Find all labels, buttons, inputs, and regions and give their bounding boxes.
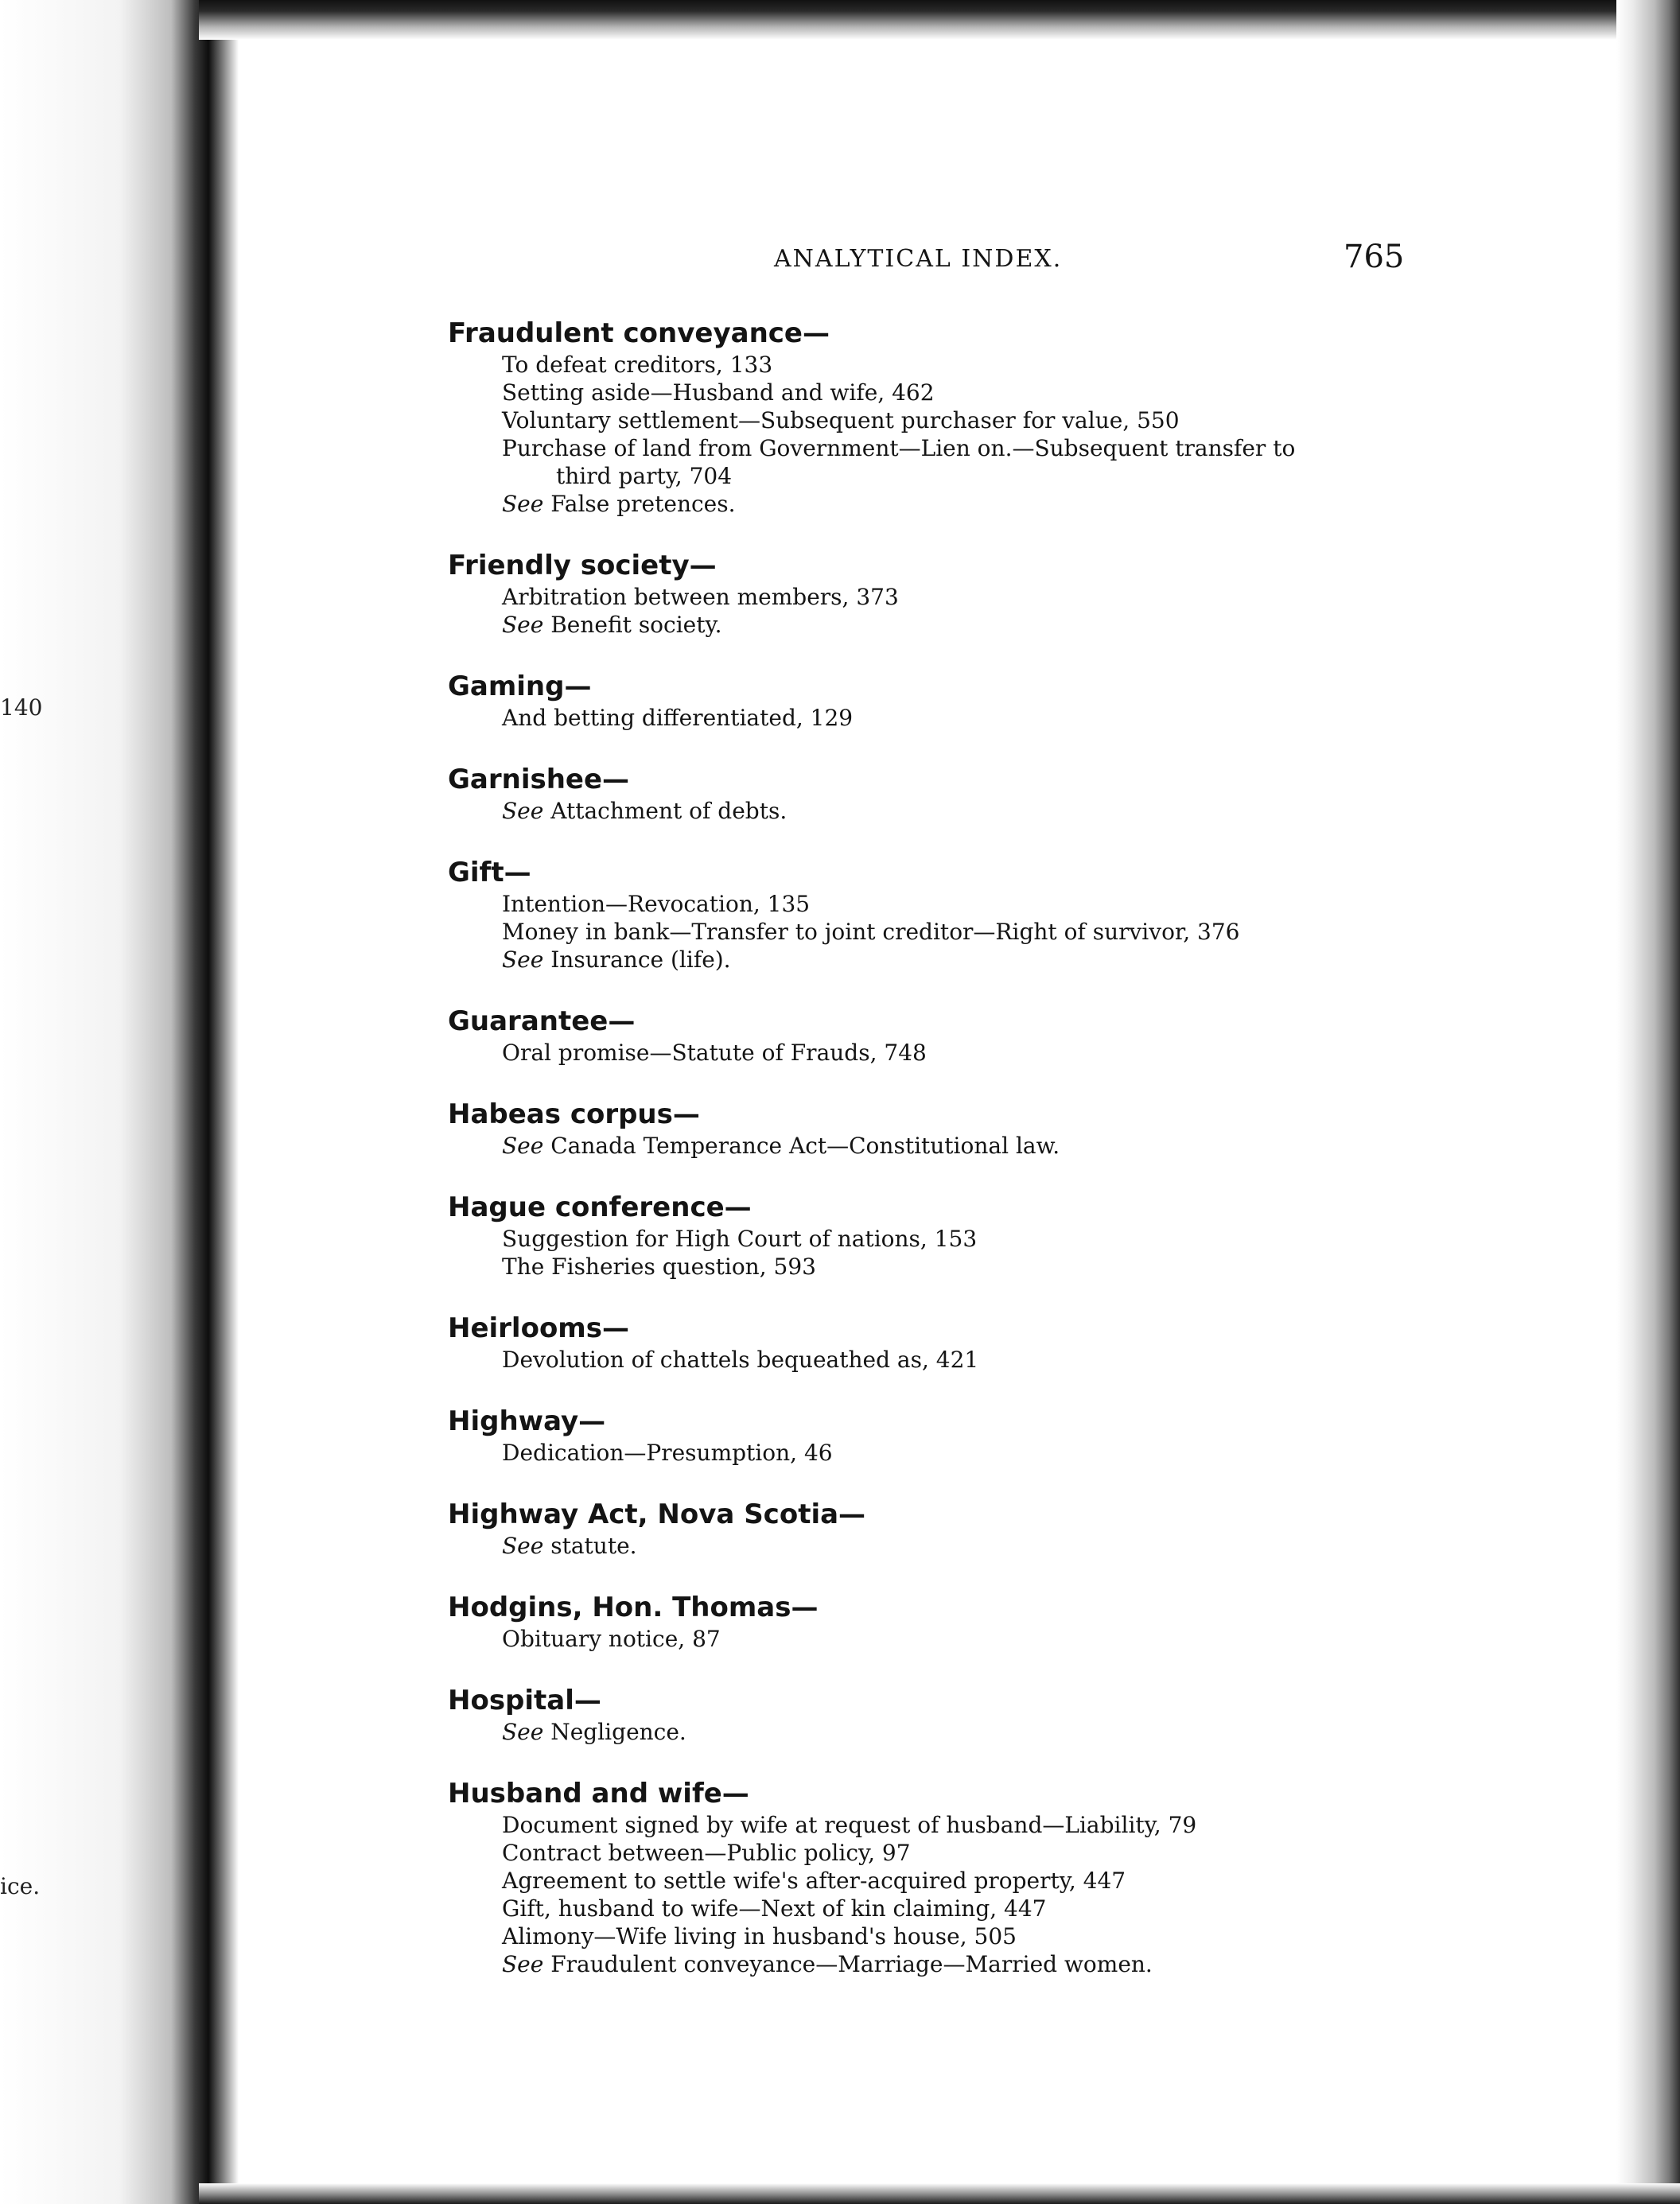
sub-entry-text: Insurance (life).	[550, 947, 731, 973]
sub-entry	[448, 406, 1402, 434]
see-label: See	[502, 1719, 544, 1745]
see-reference	[448, 797, 1402, 825]
sub-entry-text: Devolution of chattels bequeathed as, 421	[502, 1347, 979, 1373]
page-top-edge	[199, 0, 1680, 40]
see-reference	[448, 1532, 1402, 1560]
see-reference	[448, 1718, 1402, 1746]
entry-heading: Hague conference—	[448, 1191, 752, 1223]
entry-heading: Highway Act, Nova Scotia—	[448, 1498, 866, 1530]
sub-entry-text: Attachment of debts.	[550, 798, 788, 824]
index-entry	[448, 316, 1402, 518]
sub-entry-text: The Fisheries question, 593	[502, 1254, 816, 1280]
sub-entry-text: Canada Temperance Act—Constitutional law.	[550, 1133, 1060, 1159]
entry-heading: Highway—	[448, 1405, 606, 1437]
entry-heading: Gift—	[448, 857, 531, 888]
sub-entry-continuation: third party, 704	[556, 463, 733, 489]
sub-entry-text: Purchase of land from Government—Lien on.—Subsequent transfer to	[502, 435, 1296, 461]
page-number: 765	[1344, 239, 1405, 275]
sub-entry	[448, 1346, 1402, 1374]
see-label: See	[502, 1133, 544, 1159]
sub-entry	[448, 1922, 1402, 1950]
see-label: See	[502, 1533, 544, 1559]
index-entry	[448, 1190, 1402, 1281]
entry-heading: Garnishee—	[448, 764, 630, 795]
index-entry	[448, 1004, 1402, 1067]
index-list	[448, 316, 1402, 2008]
index-entry	[448, 1097, 1402, 1160]
index-entry	[448, 1776, 1402, 1978]
sub-entry-text: Fraudulent conveyance—Marriage—Married women.	[550, 1951, 1153, 1977]
entry-heading: Hospital—	[448, 1685, 601, 1716]
sub-entry-text: Suggestion for High Court of nations, 153	[502, 1226, 978, 1252]
page-bottom-edge	[199, 2183, 1680, 2204]
sub-entry-text: Alimony—Wife living in husband's house, 505	[502, 1923, 1017, 1949]
sub-entry-text: Agreement to settle wife's after-acquired property, 447	[502, 1868, 1126, 1894]
sub-entry	[448, 434, 1402, 490]
entry-heading: Fraudulent conveyance—	[448, 317, 830, 349]
sub-entry	[448, 1867, 1402, 1895]
index-entry	[448, 669, 1402, 732]
entry-heading: Friendly society—	[448, 550, 717, 581]
see-label: See	[502, 947, 544, 973]
index-entry	[448, 1404, 1402, 1467]
sub-entry-text: Negligence.	[550, 1719, 686, 1745]
sub-entry-text: Money in bank—Transfer to joint creditor—Right of survivor, 376	[502, 919, 1240, 945]
margin-fragment: 140	[0, 694, 43, 721]
sub-entry-text: Contract between—Public policy, 97	[502, 1840, 911, 1866]
sub-entry	[448, 351, 1402, 379]
sub-entry-text: Voluntary settlement—Subsequent purchaser for value, 550	[502, 407, 1180, 433]
sub-entry-text: Arbitration between members, 373	[502, 584, 899, 610]
sub-entry-text: Dedication—Presumption, 46	[502, 1440, 833, 1466]
see-label: See	[502, 612, 544, 638]
sub-entry-text: Obituary notice, 87	[502, 1626, 721, 1652]
sub-entry	[448, 583, 1402, 611]
entry-heading: Habeas corpus—	[448, 1098, 700, 1130]
see-label: See	[502, 1951, 544, 1977]
index-entry	[448, 1497, 1402, 1560]
margin-fragment: ice.	[0, 1873, 41, 1899]
entry-heading: Hodgins, Hon. Thomas—	[448, 1592, 819, 1623]
index-entry	[448, 1683, 1402, 1746]
sub-entry	[448, 1039, 1402, 1067]
see-reference	[448, 1132, 1402, 1160]
see-reference	[448, 611, 1402, 639]
sub-entry-text: Oral promise—Statute of Frauds, 748	[502, 1040, 927, 1066]
see-label: See	[502, 491, 544, 517]
sub-entry	[448, 918, 1402, 946]
see-reference	[448, 946, 1402, 974]
sub-entry	[448, 1811, 1402, 1839]
sub-entry-text: To defeat creditors, 133	[502, 352, 773, 378]
page-right-edge	[1616, 0, 1680, 2204]
sub-entry	[448, 1839, 1402, 1867]
sub-entry-text: And betting differentiated, 129	[502, 705, 854, 731]
index-entry	[448, 548, 1402, 639]
index-entry	[448, 855, 1402, 974]
entry-heading: Husband and wife—	[448, 1778, 749, 1809]
entry-heading: Guarantee—	[448, 1005, 636, 1037]
sub-entry-text: Benefit society.	[550, 612, 722, 638]
index-entry	[448, 1311, 1402, 1374]
sub-entry-text: Gift, husband to wife—Next of kin claiming, 447	[502, 1895, 1047, 1922]
index-entry	[448, 1590, 1402, 1653]
sub-entry	[448, 1895, 1402, 1922]
sub-entry-text: statute.	[550, 1533, 637, 1559]
sub-entry	[448, 1253, 1402, 1281]
see-reference	[448, 1950, 1402, 1978]
see-label: See	[502, 798, 544, 824]
entry-heading: Heirlooms—	[448, 1312, 629, 1344]
sub-entry	[448, 1225, 1402, 1253]
sub-entry	[448, 379, 1402, 406]
entry-heading: Gaming—	[448, 671, 592, 702]
sub-entry-text: Setting aside—Husband and wife, 462	[502, 379, 935, 406]
sub-entry	[448, 890, 1402, 918]
running-title: ANALYTICAL INDEX.	[774, 245, 1063, 273]
index-entry	[448, 762, 1402, 825]
sub-entry	[448, 704, 1402, 732]
sub-entry-text: Intention—Revocation, 135	[502, 891, 811, 917]
sub-entry	[448, 1625, 1402, 1653]
see-reference	[448, 490, 1402, 518]
sub-entry-text: Document signed by wife at request of husband—Liability, 79	[502, 1812, 1197, 1838]
sub-entry	[448, 1439, 1402, 1467]
sub-entry-text: False pretences.	[550, 491, 736, 517]
